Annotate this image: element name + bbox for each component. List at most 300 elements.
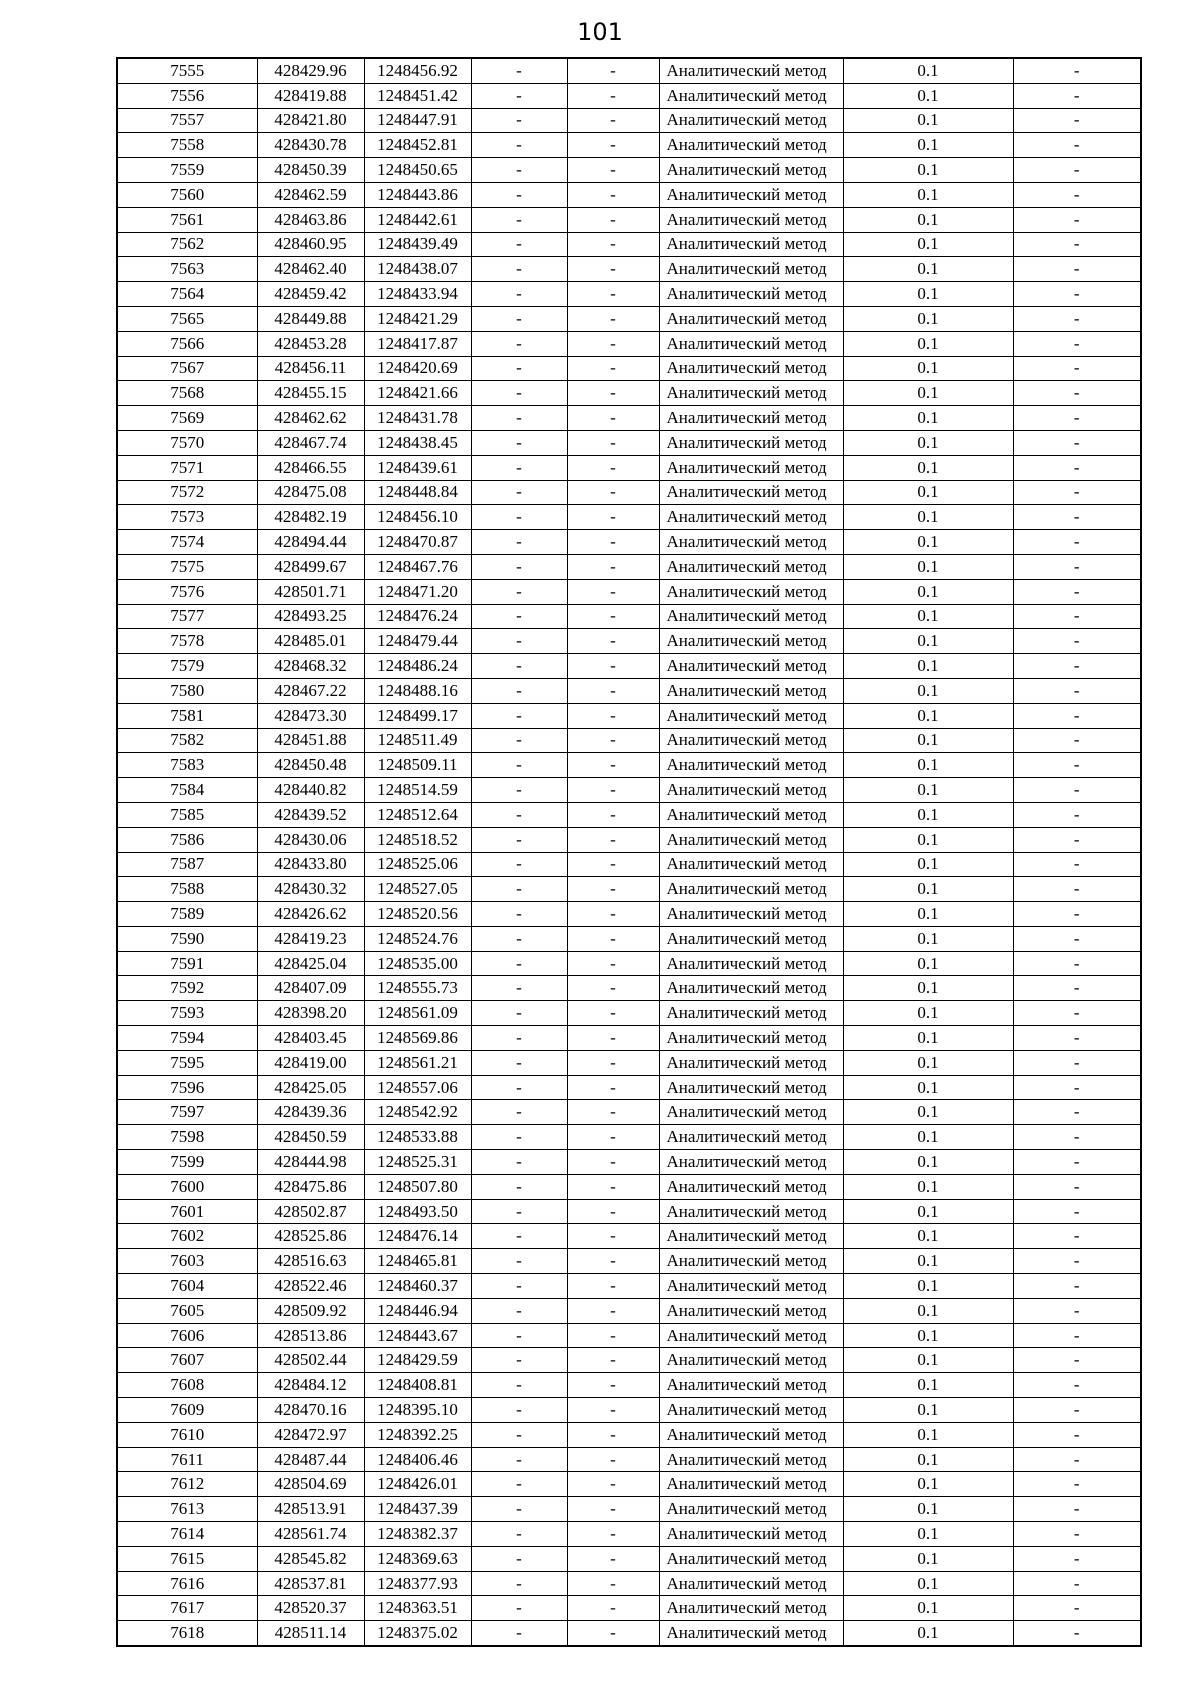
point-number-cell: 7557 [117,108,257,133]
dash-cell: - [1013,430,1141,455]
dash-cell: - [1013,1497,1141,1522]
method-cell: Аналитический метод [659,678,843,703]
table-row [117,83,1141,108]
point-number-cell: 7607 [117,1348,257,1373]
y-coordinate-cell: 1248557.06 [364,1075,471,1100]
accuracy-cell: 0.1 [843,604,1013,629]
coordinates-table [116,57,1142,1647]
method-cell: Аналитический метод [659,282,843,307]
accuracy-cell: 0.1 [843,753,1013,778]
table-row [117,1050,1141,1075]
dash-cell: - [471,1373,567,1398]
accuracy-cell: 0.1 [843,1199,1013,1224]
dash-cell: - [1013,1373,1141,1398]
table-row [117,1026,1141,1051]
dash-cell: - [1013,902,1141,927]
dash-cell: - [1013,951,1141,976]
dash-cell: - [1013,1001,1141,1026]
dash-cell: - [471,1522,567,1547]
x-coordinate-cell: 428516.63 [257,1249,364,1274]
accuracy-cell: 0.1 [843,232,1013,257]
accuracy-cell: 0.1 [843,530,1013,555]
dash-cell: - [1013,703,1141,728]
point-number-cell: 7581 [117,703,257,728]
dash-cell: - [1013,1125,1141,1150]
x-coordinate-cell: 428440.82 [257,778,364,803]
point-number-cell: 7616 [117,1571,257,1596]
method-cell: Аналитический метод [659,306,843,331]
table-row [117,877,1141,902]
dash-cell: - [567,1125,659,1150]
x-coordinate-cell: 428430.32 [257,877,364,902]
table-row [117,802,1141,827]
point-number-cell: 7606 [117,1323,257,1348]
dash-cell: - [567,728,659,753]
dash-cell: - [1013,182,1141,207]
page-number: 101 [577,18,623,46]
table-row [117,1298,1141,1323]
method-cell: Аналитический метод [659,1075,843,1100]
dash-cell: - [471,133,567,158]
x-coordinate-cell: 428439.36 [257,1100,364,1125]
x-coordinate-cell: 428453.28 [257,331,364,356]
table-row [117,728,1141,753]
point-number-cell: 7582 [117,728,257,753]
x-coordinate-cell: 428467.74 [257,430,364,455]
y-coordinate-cell: 1248525.06 [364,852,471,877]
method-cell: Аналитический метод [659,1348,843,1373]
table-row [117,1596,1141,1621]
method-cell: Аналитический метод [659,58,843,83]
dash-cell: - [567,852,659,877]
x-coordinate-cell: 428475.86 [257,1174,364,1199]
dash-cell: - [471,1422,567,1447]
dash-cell: - [567,1596,659,1621]
y-coordinate-cell: 1248392.25 [364,1422,471,1447]
accuracy-cell: 0.1 [843,951,1013,976]
dash-cell: - [567,827,659,852]
point-number-cell: 7572 [117,480,257,505]
x-coordinate-cell: 428522.46 [257,1274,364,1299]
accuracy-cell: 0.1 [843,257,1013,282]
dash-cell: - [471,1621,567,1646]
dash-cell: - [471,703,567,728]
accuracy-cell: 0.1 [843,852,1013,877]
y-coordinate-cell: 1248438.45 [364,430,471,455]
point-number-cell: 7594 [117,1026,257,1051]
dash-cell: - [471,926,567,951]
method-cell: Аналитический метод [659,1323,843,1348]
dash-cell: - [471,1447,567,1472]
method-cell: Аналитический метод [659,1522,843,1547]
dash-cell: - [1013,108,1141,133]
table-body [117,58,1141,1646]
table-row [117,1571,1141,1596]
table-row [117,1373,1141,1398]
y-coordinate-cell: 1248417.87 [364,331,471,356]
method-cell: Аналитический метод [659,1224,843,1249]
dash-cell: - [567,480,659,505]
table-row [117,58,1141,83]
dash-cell: - [567,455,659,480]
point-number-cell: 7562 [117,232,257,257]
dash-cell: - [567,778,659,803]
x-coordinate-cell: 428430.78 [257,133,364,158]
y-coordinate-cell: 1248438.07 [364,257,471,282]
method-cell: Аналитический метод [659,1621,843,1646]
point-number-cell: 7579 [117,654,257,679]
x-coordinate-cell: 428475.08 [257,480,364,505]
point-number-cell: 7603 [117,1249,257,1274]
point-number-cell: 7580 [117,678,257,703]
x-coordinate-cell: 428433.80 [257,852,364,877]
dash-cell: - [471,976,567,1001]
point-number-cell: 7605 [117,1298,257,1323]
x-coordinate-cell: 428439.52 [257,802,364,827]
point-number-cell: 7578 [117,629,257,654]
point-number-cell: 7615 [117,1546,257,1571]
dash-cell: - [1013,802,1141,827]
dash-cell: - [471,1546,567,1571]
table-row [117,1199,1141,1224]
method-cell: Аналитический метод [659,133,843,158]
accuracy-cell: 0.1 [843,182,1013,207]
x-coordinate-cell: 428494.44 [257,530,364,555]
y-coordinate-cell: 1248420.69 [364,356,471,381]
point-number-cell: 7571 [117,455,257,480]
method-cell: Аналитический метод [659,976,843,1001]
dash-cell: - [1013,877,1141,902]
method-cell: Аналитический метод [659,1497,843,1522]
point-number-cell: 7592 [117,976,257,1001]
y-coordinate-cell: 1248456.10 [364,505,471,530]
dash-cell: - [1013,728,1141,753]
method-cell: Аналитический метод [659,455,843,480]
dash-cell: - [567,1621,659,1646]
dash-cell: - [1013,505,1141,530]
dash-cell: - [1013,232,1141,257]
table-row [117,406,1141,431]
accuracy-cell: 0.1 [843,83,1013,108]
method-cell: Аналитический метод [659,1001,843,1026]
dash-cell: - [567,1546,659,1571]
dash-cell: - [1013,604,1141,629]
y-coordinate-cell: 1248507.80 [364,1174,471,1199]
method-cell: Аналитический метод [659,108,843,133]
accuracy-cell: 0.1 [843,108,1013,133]
dash-cell: - [567,976,659,1001]
method-cell: Аналитический метод [659,827,843,852]
method-cell: Аналитический метод [659,1546,843,1571]
dash-cell: - [471,306,567,331]
y-coordinate-cell: 1248471.20 [364,579,471,604]
x-coordinate-cell: 428449.88 [257,306,364,331]
x-coordinate-cell: 428419.88 [257,83,364,108]
accuracy-cell: 0.1 [843,1323,1013,1348]
dash-cell: - [567,951,659,976]
method-cell: Аналитический метод [659,83,843,108]
point-number-cell: 7569 [117,406,257,431]
point-number-cell: 7590 [117,926,257,951]
method-cell: Аналитический метод [659,926,843,951]
dash-cell: - [1013,406,1141,431]
dash-cell: - [567,430,659,455]
dash-cell: - [567,207,659,232]
point-number-cell: 7566 [117,331,257,356]
dash-cell: - [567,1298,659,1323]
accuracy-cell: 0.1 [843,654,1013,679]
y-coordinate-cell: 1248511.49 [364,728,471,753]
y-coordinate-cell: 1248395.10 [364,1398,471,1423]
x-coordinate-cell: 428482.19 [257,505,364,530]
x-coordinate-cell: 428468.32 [257,654,364,679]
dash-cell: - [471,1199,567,1224]
dash-cell: - [1013,1075,1141,1100]
accuracy-cell: 0.1 [843,1447,1013,1472]
point-number-cell: 7608 [117,1373,257,1398]
table-row [117,1224,1141,1249]
dash-cell: - [1013,356,1141,381]
table-row [117,158,1141,183]
table-row [117,902,1141,927]
dash-cell: - [471,802,567,827]
dash-cell: - [567,1398,659,1423]
y-coordinate-cell: 1248525.31 [364,1150,471,1175]
dash-cell: - [471,455,567,480]
dash-cell: - [471,1100,567,1125]
point-number-cell: 7570 [117,430,257,455]
dash-cell: - [1013,629,1141,654]
accuracy-cell: 0.1 [843,1373,1013,1398]
method-cell: Аналитический метод [659,852,843,877]
dash-cell: - [1013,1323,1141,1348]
dash-cell: - [1013,1596,1141,1621]
x-coordinate-cell: 428407.09 [257,976,364,1001]
method-cell: Аналитический метод [659,629,843,654]
dash-cell: - [1013,58,1141,83]
dash-cell: - [471,728,567,753]
x-coordinate-cell: 428463.86 [257,207,364,232]
method-cell: Аналитический метод [659,1571,843,1596]
accuracy-cell: 0.1 [843,207,1013,232]
dash-cell: - [1013,1174,1141,1199]
method-cell: Аналитический метод [659,1398,843,1423]
accuracy-cell: 0.1 [843,480,1013,505]
dash-cell: - [567,1323,659,1348]
method-cell: Аналитический метод [659,1298,843,1323]
point-number-cell: 7565 [117,306,257,331]
accuracy-cell: 0.1 [843,1546,1013,1571]
y-coordinate-cell: 1248509.11 [364,753,471,778]
dash-cell: - [567,1199,659,1224]
dash-cell: - [567,83,659,108]
x-coordinate-cell: 428426.62 [257,902,364,927]
dash-cell: - [471,480,567,505]
point-number-cell: 7558 [117,133,257,158]
x-coordinate-cell: 428419.23 [257,926,364,951]
y-coordinate-cell: 1248429.59 [364,1348,471,1373]
x-coordinate-cell: 428504.69 [257,1472,364,1497]
accuracy-cell: 0.1 [843,976,1013,1001]
method-cell: Аналитический метод [659,877,843,902]
y-coordinate-cell: 1248561.21 [364,1050,471,1075]
dash-cell: - [1013,1100,1141,1125]
dash-cell: - [567,1497,659,1522]
dash-cell: - [567,1571,659,1596]
x-coordinate-cell: 428487.44 [257,1447,364,1472]
dash-cell: - [567,654,659,679]
accuracy-cell: 0.1 [843,1298,1013,1323]
table-row [117,1125,1141,1150]
y-coordinate-cell: 1248363.51 [364,1596,471,1621]
y-coordinate-cell: 1248446.94 [364,1298,471,1323]
point-number-cell: 7561 [117,207,257,232]
dash-cell: - [1013,1398,1141,1423]
dash-cell: - [1013,306,1141,331]
method-cell: Аналитический метод [659,1026,843,1051]
y-coordinate-cell: 1248527.05 [364,877,471,902]
table-row [117,604,1141,629]
dash-cell: - [567,802,659,827]
y-coordinate-cell: 1248452.81 [364,133,471,158]
y-coordinate-cell: 1248448.84 [364,480,471,505]
dash-cell: - [1013,1224,1141,1249]
dash-cell: - [471,108,567,133]
dash-cell: - [471,1150,567,1175]
dash-cell: - [1013,83,1141,108]
y-coordinate-cell: 1248456.92 [364,58,471,83]
dash-cell: - [1013,1150,1141,1175]
dash-cell: - [567,678,659,703]
table-row [117,1150,1141,1175]
accuracy-cell: 0.1 [843,1026,1013,1051]
x-coordinate-cell: 428444.98 [257,1150,364,1175]
method-cell: Аналитический метод [659,182,843,207]
x-coordinate-cell: 428484.12 [257,1373,364,1398]
point-number-cell: 7604 [117,1274,257,1299]
table-row [117,654,1141,679]
dash-cell: - [471,1497,567,1522]
point-number-cell: 7573 [117,505,257,530]
dash-cell: - [567,331,659,356]
x-coordinate-cell: 428455.15 [257,381,364,406]
table-row [117,505,1141,530]
method-cell: Аналитический метод [659,1100,843,1125]
accuracy-cell: 0.1 [843,1472,1013,1497]
table-row [117,331,1141,356]
dash-cell: - [471,778,567,803]
y-coordinate-cell: 1248369.63 [364,1546,471,1571]
dash-cell: - [1013,1298,1141,1323]
method-cell: Аналитический метод [659,1596,843,1621]
dash-cell: - [1013,1249,1141,1274]
table-row [117,1522,1141,1547]
x-coordinate-cell: 428398.20 [257,1001,364,1026]
x-coordinate-cell: 428462.40 [257,257,364,282]
accuracy-cell: 0.1 [843,1422,1013,1447]
method-cell: Аналитический метод [659,356,843,381]
dash-cell: - [567,356,659,381]
table-row [117,1274,1141,1299]
dash-cell: - [1013,207,1141,232]
dash-cell: - [1013,1348,1141,1373]
dash-cell: - [1013,530,1141,555]
y-coordinate-cell: 1248439.49 [364,232,471,257]
accuracy-cell: 0.1 [843,877,1013,902]
point-number-cell: 7587 [117,852,257,877]
y-coordinate-cell: 1248524.76 [364,926,471,951]
accuracy-cell: 0.1 [843,1100,1013,1125]
dash-cell: - [471,554,567,579]
table-row [117,678,1141,703]
x-coordinate-cell: 428466.55 [257,455,364,480]
point-number-cell: 7560 [117,182,257,207]
table-row [117,1100,1141,1125]
point-number-cell: 7617 [117,1596,257,1621]
x-coordinate-cell: 428462.59 [257,182,364,207]
dash-cell: - [471,678,567,703]
accuracy-cell: 0.1 [843,1274,1013,1299]
dash-cell: - [1013,926,1141,951]
table-row [117,480,1141,505]
dash-cell: - [471,654,567,679]
x-coordinate-cell: 428425.05 [257,1075,364,1100]
accuracy-cell: 0.1 [843,430,1013,455]
accuracy-cell: 0.1 [843,58,1013,83]
method-cell: Аналитический метод [659,1125,843,1150]
dash-cell: - [471,1298,567,1323]
y-coordinate-cell: 1248426.01 [364,1472,471,1497]
table-row [117,1249,1141,1274]
accuracy-cell: 0.1 [843,1075,1013,1100]
table-row [117,1174,1141,1199]
dash-cell: - [471,232,567,257]
x-coordinate-cell: 428450.39 [257,158,364,183]
table-row [117,629,1141,654]
table-row [117,1472,1141,1497]
accuracy-cell: 0.1 [843,778,1013,803]
table-row [117,530,1141,555]
dash-cell: - [567,381,659,406]
table-row [117,182,1141,207]
point-number-cell: 7596 [117,1075,257,1100]
table-row [117,282,1141,307]
method-cell: Аналитический метод [659,1472,843,1497]
table-row [117,257,1141,282]
dash-cell: - [471,1075,567,1100]
table-row [117,1497,1141,1522]
dash-cell: - [1013,976,1141,1001]
accuracy-cell: 0.1 [843,1596,1013,1621]
point-number-cell: 7584 [117,778,257,803]
accuracy-cell: 0.1 [843,455,1013,480]
accuracy-cell: 0.1 [843,902,1013,927]
y-coordinate-cell: 1248406.46 [364,1447,471,1472]
dash-cell: - [567,1224,659,1249]
dash-cell: - [1013,852,1141,877]
table-row [117,1621,1141,1646]
dash-cell: - [471,1274,567,1299]
table-row [117,1323,1141,1348]
dash-cell: - [567,1075,659,1100]
y-coordinate-cell: 1248476.14 [364,1224,471,1249]
accuracy-cell: 0.1 [843,1497,1013,1522]
dash-cell: - [471,381,567,406]
method-cell: Аналитический метод [659,703,843,728]
table-row [117,232,1141,257]
x-coordinate-cell: 428545.82 [257,1546,364,1571]
dash-cell: - [1013,753,1141,778]
